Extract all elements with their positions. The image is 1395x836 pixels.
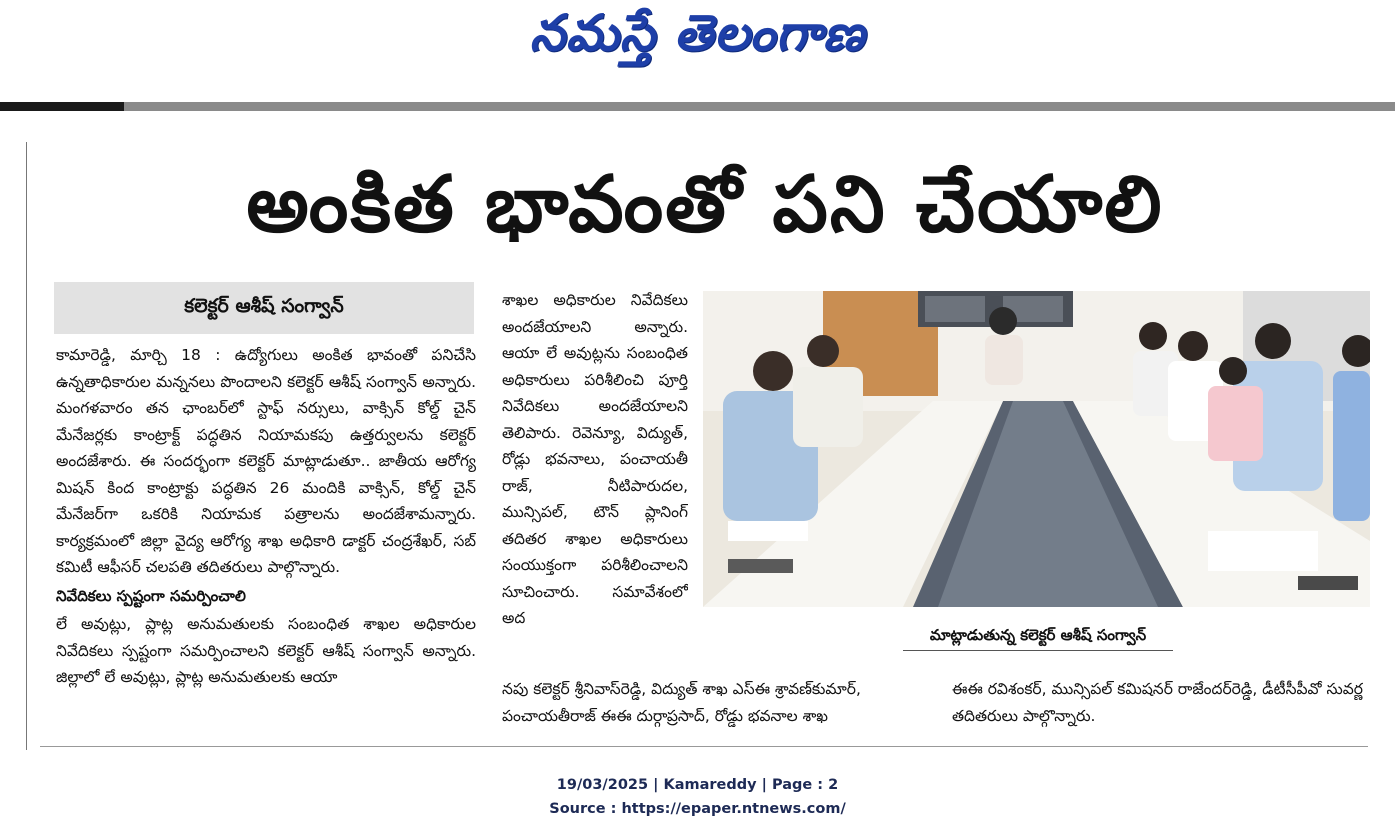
masthead <box>0 0 1395 90</box>
bottom-rule <box>40 746 1368 747</box>
masthead-rule-accent <box>0 102 124 111</box>
byline: కలెక్టర్ ఆశీష్ సంగ్వాన్ <box>184 294 344 317</box>
article-headline: అంకిత భావంతో పని చేయాలి <box>246 160 1164 250</box>
newspaper-logo: నమస్తే తెలంగాణ <box>529 4 866 62</box>
footer-source: Source : https://epaper.ntnews.com/ <box>549 801 846 817</box>
photo-caption: మాట్లాడుతున్న కలెక్టర్ ఆశీష్ సంగ్వాన్ <box>903 620 1173 651</box>
footer <box>0 773 1395 821</box>
article-continuation-b-text: ఈఈ రవిశంకర్, మున్సిపల్ కమిషనర్ రాజేందర్‌రెడ్డి, డీటీసీపీవో సువర్ణ తదితరులు పాల్గొన్నారు. <box>952 680 1363 725</box>
article-paragraph-2: లే అవుట్లు, ప్లాట్ల అనుమతులకు సంబంధిత శాఖల అధికారుల నివేదికలు స్పష్టంగా సమర్పించాలని కలెక్టర్ ఆశీష్ సంగ్వాన్ అన్నారు. జిల్లాలో లే అవుట్లు, ప్లాట్ల అనుమతులకు ఆయా <box>56 615 476 686</box>
article-continuation-a <box>502 676 926 732</box>
article-paragraph-1: కామారెడ్డి, మార్చి 18 : ఉద్యోగులు అంకిత భావంతో పనిచేసి ఉన్నతాధికారుల మన్ననలు పొందాలని కలెక్టర్ ఆశీష్ సంగ్వాన్ అన్నారు. మంగళవారం తన ఛాంబర్‌లో స్టాఫ్ నర్సులు, వాక్సిన్ కోల్డ్ చైన్ మేనేజర్లకు కాంట్రాక్ట్ పద్ధతిన నియామకపు ఉత్తర్వులను కలెక్టర్ అందజేశారు. ఈ సందర్భంగా కలెక్టర్ మాట్లాడుతూ.. జాతీయ ఆరోగ్య మిషన్ కింద కాంట్రాక్టు పద్ధతిన 26 మందికి వాక్సిన్, కోల్డ్ చైన్ మేనేజర్‌గా ఒకరికి నియామక పత్రాలను అందజేశామన్నారు. కార్యక్రమంలో జిల్లా వైద్య ఆరోగ్య శాఖ అధికారి డాక్టర్ చంద్రశేఖర్, సబ్ కమిటీ ఆఫీసర్ చలపతి తదితరులు పాల్గొన్నారు. <box>56 346 476 576</box>
article-paragraph-3: శాఖల అధికారుల నివేదికలు అందజేయాలని అన్నారు. ఆయా లే అవుట్లను సంబంధిత అధికారులు పరిశీలించి పూర్తి నివేదికలు అందజేయాలని తెలిపారు. రెవెన్యూ, విద్యుత్, రోడ్లు భవనాలు, పంచాయతీ రాజ్, నీటిపారుదల, మున్సిపల్, టౌన్ ప్లానింగ్ తదితర శాఖల అధికారులు సంయుక్తంగా పరిశీలించాలని సూచించారు. సమావేశంలో అద <box>502 291 688 627</box>
article-column-2 <box>502 287 688 672</box>
article-continuation-b <box>952 676 1372 732</box>
meeting-photo <box>703 291 1370 607</box>
article-continuation-a-text: నపు కలెక్టర్ శ్రీనివాస్‌రెడ్డి, విద్యుత్ శాఖ ఎస్‌ఈ శ్రావణ్‌కుమార్, పంచాయతీరాజ్ ఈఈ దుర్గాప్రసాద్, రోడ్డు భవనాల శాఖ <box>502 680 861 725</box>
left-column-rule <box>26 142 27 750</box>
article-subhead: నివేదికలు స్పష్టంగా సమర్పించాలి <box>56 586 246 605</box>
meeting-photo-illustration <box>703 291 1370 607</box>
article-column-1 <box>56 342 476 734</box>
footer-date-edition: 19/03/2025 | Kamareddy | Page : 2 <box>556 777 839 793</box>
byline-box <box>54 282 474 334</box>
masthead-rule <box>0 102 1395 111</box>
